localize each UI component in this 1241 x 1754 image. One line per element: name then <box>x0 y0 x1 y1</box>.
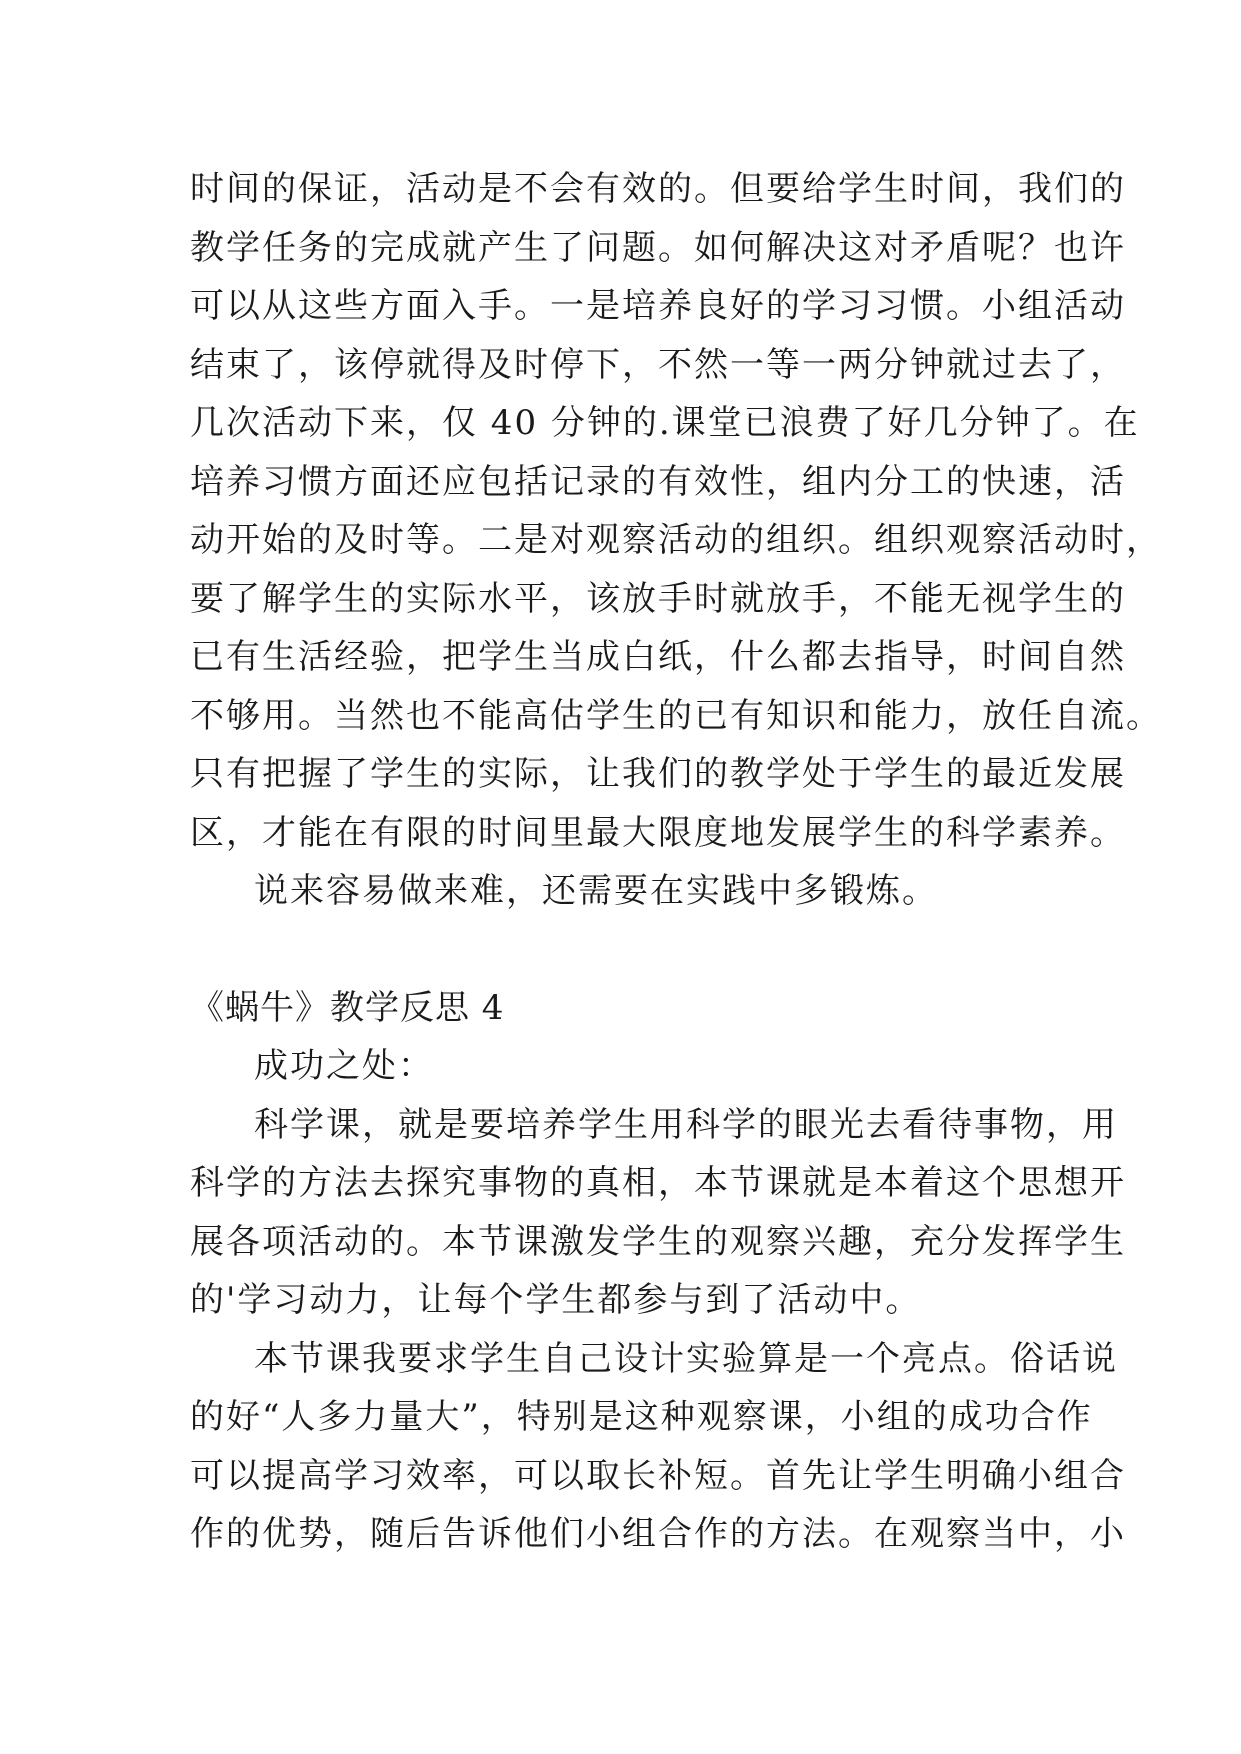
paragraph-line: 的'学习动力，让每个学生都参与到了活动中。 <box>190 1280 922 1320</box>
paragraph-line: 的好“人多力量大”，特别是这种观察课，小组的成功合作 <box>190 1397 1093 1437</box>
paragraph-line: 展各项活动的。本节课激发学生的观察兴趣，充分发挥学生 <box>190 1221 1126 1262</box>
paragraph-line: 不够用。当然也不能高估学生的已有知识和能力，放任自流。 <box>190 695 1162 736</box>
paragraph-line: 可以从这些方面入手。一是培养良好的学习习惯。小组活动 <box>190 286 1126 326</box>
paragraph-line: 动开始的及时等。二是对观察活动的组织。组织观察活动时， <box>190 520 1162 560</box>
paragraph-line: 本节课我要求学生自己设计实验算是一个亮点。俗话说 <box>254 1338 1118 1379</box>
paragraph-line: 要了解学生的实际水平，该放手时就放手，不能无视学生的 <box>190 578 1126 619</box>
paragraph-line: 只有把握了学生的实际，让我们的教学处于学生的最近发展 <box>190 754 1126 794</box>
document-page <box>190 160 1162 1564</box>
paragraph-line: 科学课，就是要培养学生用科学的眼光去看待事物，用 <box>254 1104 1118 1145</box>
paragraph-line: 作的优势，随后告诉他们小组合作的方法。在观察当中，小 <box>190 1514 1126 1554</box>
paragraph-line: 说来容易做来难，还需要在实践中多锻炼。 <box>254 871 938 911</box>
paragraph-line: 区，才能在有限的时间里最大限度地发展学生的科学素养。 <box>190 812 1126 853</box>
paragraph-line: 时间的保证，活动是不会有效的。但要给学生时间，我们的 <box>190 169 1126 209</box>
paragraph-line: 科学的方法去探究事物的真相，本节课就是本着这个思想开 <box>190 1163 1126 1203</box>
paragraph-line: 培养习惯方面还应包括记录的有效性，组内分工的快速，活 <box>190 461 1126 502</box>
subheading: 成功之处： <box>254 1046 434 1086</box>
paragraph-line: 教学任务的完成就产生了问题。如何解决这对矛盾呢？也许 <box>190 227 1126 268</box>
paragraph-line: 可以提高学习效率，可以取长补短。首先让学生明确小组合 <box>190 1455 1126 1496</box>
paragraph-line: 已有生活经验，把学生当成白纸，什么都去指导，时间自然 <box>190 637 1126 677</box>
paragraph-line: 结束了，该停就得及时停下，不然一等一两分钟就过去了， <box>190 344 1126 385</box>
section-spacer <box>190 921 1060 979</box>
section-heading: 《蜗牛》教学反思 4 <box>190 987 505 1028</box>
paragraph-line: 几次活动下来，仅 40 分钟的.课堂已浪费了好几分钟了。在 <box>190 403 1140 443</box>
